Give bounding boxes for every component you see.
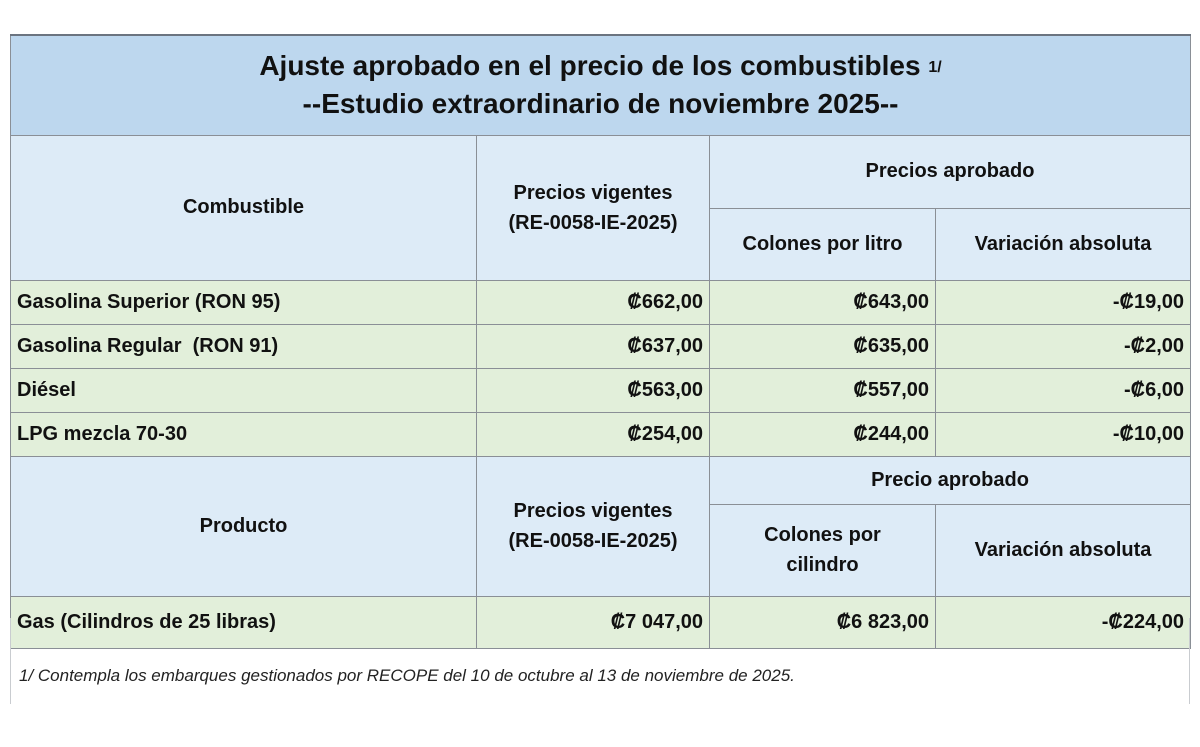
title-line-1 — [17, 48, 1184, 86]
product-name: Gas (Cilindros de 25 libras) — [11, 596, 477, 648]
fuels-header-current-line1: Precios vigentes — [513, 181, 673, 204]
price-table-sheet — [10, 34, 1190, 649]
table-row — [11, 324, 1191, 368]
title-text-1: Ajuste aprobado en el precio de los combustibles — [259, 50, 921, 82]
products-header-price-line2: cilindro — [786, 554, 859, 576]
product-variation: -₡224,00 — [936, 596, 1191, 648]
products-header-name: Producto — [11, 456, 477, 596]
products-header-current-line2: (RE-0058-IE-2025) — [508, 530, 678, 552]
fuels-header-row-1 — [11, 135, 1191, 208]
table-row — [11, 412, 1191, 456]
products-header-current-line1: Precios vigentes — [513, 500, 673, 522]
fuels-header-current-line2: (RE-0058-IE-2025) — [508, 211, 678, 234]
fuels-header-current — [477, 135, 710, 280]
footnote-text: 1/ Contempla los embarques gestionados por RECOPE del 10 de octubre al 13 de noviembre de 2025. — [19, 666, 795, 685]
fuel-approved-price: ₡635,00 — [710, 324, 936, 368]
fuel-price-table — [10, 34, 1191, 649]
title-row — [11, 35, 1191, 135]
products-header-price — [710, 504, 936, 596]
table-row — [11, 280, 1191, 324]
fuel-name: Gasolina Superior (RON 95) — [11, 280, 477, 324]
footnote-area — [10, 618, 1190, 704]
table-row — [11, 368, 1191, 412]
fuels-header-name: Combustible — [11, 135, 477, 280]
fuel-variation: -₡10,00 — [936, 412, 1191, 456]
fuels-header-price: Colones por litro — [710, 208, 936, 280]
fuel-current-price: ₡563,00 — [477, 368, 710, 412]
products-header-current — [477, 456, 710, 596]
fuel-name: LPG mezcla 70-30 — [11, 412, 477, 456]
products-header-variation: Variación absoluta — [936, 504, 1191, 596]
fuel-current-price: ₡662,00 — [477, 280, 710, 324]
products-header-price-line1: Colones por — [764, 524, 881, 546]
table-title — [11, 35, 1191, 135]
fuel-variation: -₡6,00 — [936, 368, 1191, 412]
fuel-approved-price: ₡557,00 — [710, 368, 936, 412]
fuel-name: Gasolina Regular (RON 91) — [11, 324, 477, 368]
fuel-current-price: ₡637,00 — [477, 324, 710, 368]
fuel-approved-price: ₡244,00 — [710, 412, 936, 456]
fuel-name: Diésel — [11, 368, 477, 412]
title-line-2: --Estudio extraordinario de noviembre 2025-- — [302, 88, 899, 120]
product-approved-price: ₡6 823,00 — [710, 596, 936, 648]
fuel-approved-price: ₡643,00 — [710, 280, 936, 324]
products-header-row-1 — [11, 456, 1191, 504]
fuels-header-approved-group: Precios aprobado — [710, 135, 1191, 208]
fuel-current-price: ₡254,00 — [477, 412, 710, 456]
products-header-approved-group: Precio aprobado — [710, 456, 1191, 504]
fuel-variation: -₡2,00 — [936, 324, 1191, 368]
fuels-header-variation: Variación absoluta — [936, 208, 1191, 280]
title-note-marker: 1/ — [928, 59, 942, 77]
fuel-variation: -₡19,00 — [936, 280, 1191, 324]
product-current-price: ₡7 047,00 — [477, 596, 710, 648]
